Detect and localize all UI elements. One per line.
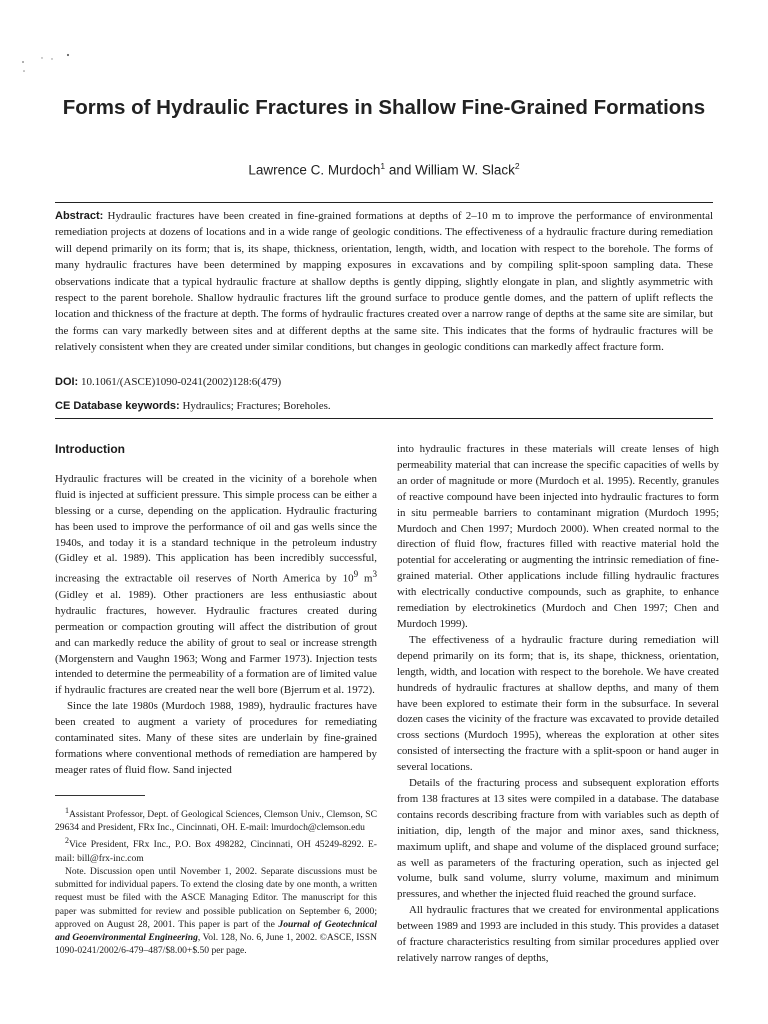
left-paragraph-1: Hydraulic fractures will be created in the vicinity of a borehole when fluid is injected at sufficient pressure. This simple process can be either a blessing or a curse, depending on the application. Hydraulic fracturing has been used to improve the performance of oil and gas wells since the 1940s, and today it is a standard technique in the petroleum industry (Gidley et al. 1989). This application has been incredibly successful, increasing the extractable oil reserves of North America by $10^9$ $m^3$ (Gidley et al. 1989). Other practioners are less enthusiastic about hydraulic fractures, however. Hydraulic fractures created during permeation or compaction grouting will affect the distribution of grout and can markedly reduce the ability of grout to seal or increase strength (Morgenstern and Vaughn 1963; Wong and Farmer 1973). Injection tests intended to determine the permeability of a formation are of limited value if hydraulic fractures are created near the well bore (Bjerrum et al. 1972). xyxy=(55,472,377,697)
top-rule xyxy=(55,202,713,203)
author-1: Lawrence C. Murdoch xyxy=(248,162,381,178)
author-2-sup: 2 xyxy=(514,161,520,171)
abstract-text: Hydraulic fractures have been created in fine-grained formations at depths of 2–10 m to improve the performance of environmental remediation projects at dozens of locations and in a wide range of geologic conditions. The effectiveness of a hydraulic fracture during remediation will depend primarily on its form; that is, its shape, thickness, orientation, length, width, and location with respect to the borehole. The forms of many hydraulic fractures have been determined by mapping exposures in excavations and by compiling split-spoon sampling data. These observations indicate that a typical hydraulic fracture at shallow depths is gently dipping, slightly elongate in plan, and slightly asymmetric with respect to the parent borehole. Shallow hydraulic fractures lift the ground surface to produce gentle domes, and the pattern of uplift reflects the location and thickness of the fracture at depth. The forms of hydraulic fractures created over a narrow range of depths at the same site are similar, but the forms can vary markedly between sites and at different depths at the same site. This indicates that the forms of hydraulic fractures will be relatively consistent when they are created under similar conditions, but changes in geologic conditions can markedly affect fracture form. xyxy=(55,210,714,354)
keywords-label: CE Database keywords: xyxy=(55,400,180,412)
doi-line xyxy=(55,376,713,388)
authors-line xyxy=(60,161,708,178)
right-column xyxy=(397,442,719,967)
bottom-rule xyxy=(55,418,713,419)
footnote-1: $^1$Assistant Professor, Dept. of Geological Sciences, Clemson Univ., Clemson, SC 29634 and President, FRx Inc., Cincinnati, OH. E-mail: lmurdoch@clemson.edu xyxy=(55,805,377,834)
right-paragraph-2: The effectiveness of a hydraulic fracture during remediation will depend primarily on its form; that is, its shape, thickness, orientation, length, width, and location with respect to the borehole. We have created hundreds of hydraulic fractures at shallow depths, and many of them have been explored to estimate their form in the subsurface. In several dozen cases the vicinity of the fracture was excavated to provide detailed cross sections (Murdoch 1995), whereas the exploration at other sites consisted of intersecting the fracture with a split-spoon or hand auger in several locations. xyxy=(397,633,719,774)
author-conj: and xyxy=(385,162,416,178)
doi-value: 10.1061/(ASCE)1090-0241(2002)128:6(479) xyxy=(80,376,282,388)
author-2: William W. Slack xyxy=(415,162,515,178)
doi-label: DOI: xyxy=(55,376,79,388)
right-paragraph-3: Details of the fracturing process and subsequent exploration efforts from 138 fractures at 13 sites were compiled in a database. The database contains records describing fracture from with variables such as depth of initiation, dip, length of the major and minor axes, sand thickness, maximum uplift, and shape and volume of the displaced ground surface; as well as parameters of the fracturing operation, such as injected gel volume, bulk sand volume, slurry volume, maximum and minimum pressures, and whether the injected fluid reached the ground surface. xyxy=(397,777,719,901)
left-paragraph-2: Since the late 1980s (Murdoch 1988, 1989), hydraulic fractures have been created to augment a variety of procedures for remediating contaminated sites. Many of these sites are underlain by fine-grained formations where conventional methods of remediation are hampered by meager rates of fluid flow. Sand injected xyxy=(55,700,377,776)
section-heading-introduction: Introduction xyxy=(55,442,125,456)
abstract-label: Abstract: xyxy=(55,210,104,222)
left-column xyxy=(55,442,377,957)
keywords-value: Hydraulics; Fractures; Boreholes. xyxy=(182,400,331,412)
footnote-note: Note. Discussion open until November 1, 2002. Separate discussions must be submitted for individual papers. To extend the closing date by one month, a written request must be filed with the ASCE Managing Editor. The manuscript for this paper was submitted for review and possible publication on September 6, 2000; approved on August 28, 2001. This paper is part of the Journal of Geotechnical and Geoenvironmental Engineering, Vol. 128, No. 6, June 1, 2002. ©ASCE, ISSN 1090-0241/2002/6-479–487/$8.00+$.50 per page. xyxy=(55,865,378,957)
scan-marks xyxy=(20,50,80,80)
footnote-rule xyxy=(55,795,145,796)
footnotes-block xyxy=(55,804,377,958)
right-paragraph-1: into hydraulic fractures in these materials will create lenses of high permeability material that can increase the specific capacities of wells by an order of magnitude or more (Murdoch et al. 1995). Recently, granules of reactive compound have been injected into hydraulic fractures to form in situ permeable barriers to contaminant migration (Murdoch 1995; Murdoch and Chen 1997; Murdoch 2000). When created normal to the direction of fluid flow, fractures filled with reactive material hold the potential for accelerating or augmenting the intrinsic remediation of fine-grained material. Other applications include filling hydraulic fractures with electrically conductive compounds, such as graphite, to enhance remediation by electrokinetics (Murdoch and Chen 1997; Chen and Murdoch 1999). xyxy=(397,443,719,630)
footnote-2: $^2$Vice President, FRx Inc., P.O. Box 498282, Cincinnati, OH 45249-8292. E-mail: bill@frx-inc.com xyxy=(55,836,377,864)
abstract-block xyxy=(55,208,713,356)
author-1-sup: 1 xyxy=(380,161,386,171)
keywords-line xyxy=(55,400,713,412)
right-paragraph-4: All hydraulic fractures that we created for environmental applications between 1989 and 1993 are included in this study. This provides a dataset of fracture characteristics resulting from similar procedures applied over relatively narrow ranges of depths, xyxy=(397,904,719,964)
paper-title: Forms of Hydraulic Fractures in Shallow Fine-Grained Formations xyxy=(62,96,706,119)
